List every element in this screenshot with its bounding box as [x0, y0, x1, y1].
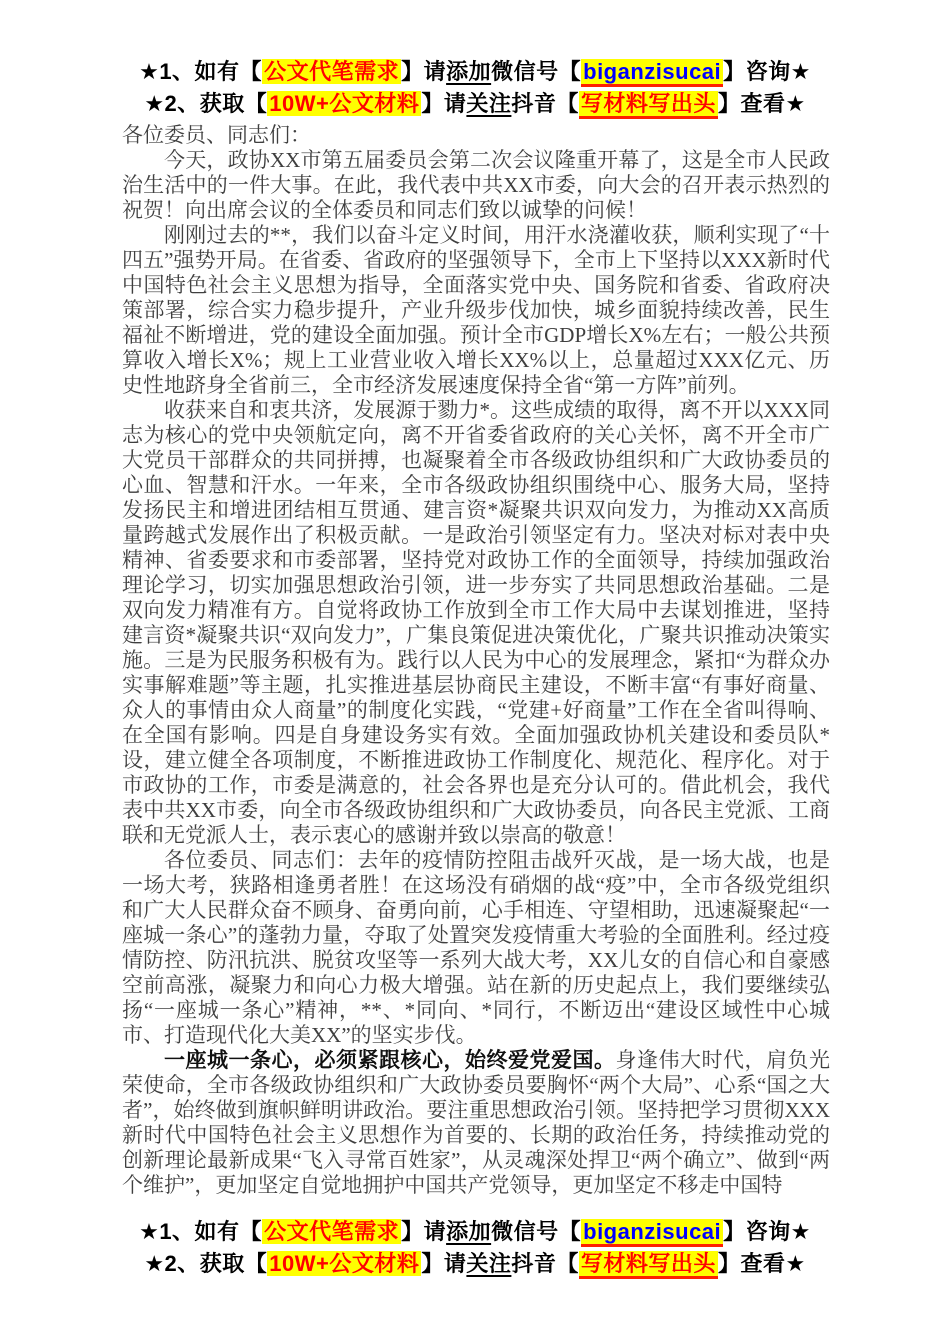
- promo-text: ★2、获取【: [144, 1251, 268, 1276]
- promo-follow-underlined: 关注: [466, 91, 512, 116]
- paragraph-core-bold-lead: 一座城一条心，必须紧跟核心，始终爱党爱国。: [164, 1048, 616, 1072]
- wechat-id-link[interactable]: biganzisucai: [581, 1219, 723, 1247]
- promo-material-highlight: 10W+公文材料: [269, 91, 420, 116]
- promo-text: 】查看★: [717, 91, 806, 116]
- promo-header: [0, 0, 950, 120]
- promo-text: ★2、获取【: [144, 91, 268, 116]
- paragraph-epidemic: 各位委员、同志们：去年的疫情防控阻击战歼灭战，是一场大战，也是一场大考，狭路相逢勇者胜！在这场没有硝烟的战“疫”中，全市各级党组织和广大人民群众奋不顾身、奋勇向前，心手相连、守望相助，迅速凝聚起“一座城一条心”的蓬勃力量，夺取了处置突发疫情重大考验的全面胜利。经过疫情防控、防汛抗洪、脱贫攻坚等一系列大战大考，XX儿女的自信心和自豪感空前高涨，凝聚力和向心力极大增强。站在新的历史起点上，我们要继续弘扬“一座城一条心”精神，**、*同向、*同行，不断迈出“建设区域性中心城市、打造现代化大美XX”的坚实步伐。: [122, 848, 830, 1047]
- promo-text: 】咨询★: [723, 1219, 811, 1244]
- paragraph-opening: 今天，政协XX市第五届委员会第二次会议隆重开幕了，这是全市人民政治生活中的一件大事。在此，我代表中共XX市委，向大会的召开表示热烈的祝贺！向出席会议的全体委员和同志们致以诚挚的问候！: [122, 148, 830, 222]
- promo-header-line-1: [0, 56, 950, 88]
- promo-text: 】咨询★: [723, 59, 811, 84]
- promo-add-underlined: 添加: [446, 1219, 492, 1244]
- douyin-name-highlight: 写材料写出头: [579, 91, 718, 119]
- promo-text: 抖音【: [511, 1251, 579, 1276]
- paragraph-achievements: 收获来自和衷共济，发展源于勠力*。这些成绩的取得，离不开以XXX同志为核心的党中央领航定向，离不开省委省政府的关心关怀，离不开全市广大党员干部群众的共同拼搏，也凝聚着全市各级政协组织和广大政协委员的心血、智慧和汗水。一年来，全市各级政协组织围绕中心、服务大局，坚持发扬民主和增进团结相互贯通、建言资*凝聚共识双向发力，为推动XX高质量跨越式发展作出了积极贡献。一是政治引领坚定有力。坚决对标对表中央精神、省委要求和市委部署，坚持党对政协工作的全面领导，持续加强政治理论学习，切实加强思想政治引领，进一步夯实了共同思想政治基础。二是双向发力精准有方。自觉将政协工作放到全市工作大局中去谋划推进，坚持建言资*凝聚共识“双向发力”，广集良策促进决策优化，广聚共识推动决策实施。三是为民服务积极有为。践行以人民为中心的发展理念，紧扣“为群众办实事解难题”等主题，扎实推进基层协商民主建设，不断丰富“有事好商量、众人的事情由众人商量”的制度化实践，“党建+好商量”工作在全省叫得响、在全国有影响。四是自身建设务实有效。全面加强政协机关建设和委员队*设，建立健全各项制度，不断推进政协工作制度化、规范化、程序化。对于市政协的工作，市委是满意的，社会各界也是充分认可的。借此机会，我代表中共XX市委，向全市各级政协组织和广大政协委员，向各民主党派、工商联和无党派人士，表示衷心的感谢并致以崇高的敬意！: [122, 398, 830, 847]
- document-body: [122, 123, 830, 1198]
- promo-service-highlight: 公文代笔需求: [264, 1219, 400, 1244]
- promo-add-underlined: 添加: [446, 59, 492, 84]
- promo-follow-underlined: 关注: [466, 1251, 512, 1276]
- douyin-name-highlight: 写材料写出头: [579, 1251, 718, 1279]
- promo-material-highlight: 10W+公文材料: [269, 1251, 420, 1276]
- promo-footer: [0, 1216, 950, 1280]
- promo-text: ★1、如有【: [139, 1219, 263, 1244]
- paragraph-review: 刚刚过去的**，我们以奋斗定义时间，用汗水浇灌收获，顺利实现了“十四五”强势开局。在省委、省政府的坚强领导下，全市上下坚持以XXX新时代中国特色社会主义思想为指导，全面落实党中央、国务院和省委、省政府决策部署，综合实力稳步提升，产业升级步伐加快，城乡面貌持续改善，民生福祉不断增进，党的建设全面加强。预计全市GDP增长X%左右；一般公共预算收入增长X%；规上工业营业收入增长XX%以上，总量超过XXX亿元、历史性地跻身全省前三，全市经济发展速度保持全省“第一方阵”前列。: [122, 223, 830, 397]
- promo-footer-line-2: [0, 1248, 950, 1280]
- paragraph-core: [122, 1048, 830, 1198]
- promo-header-line-2: [0, 88, 950, 120]
- promo-text: 微信号【: [491, 1219, 582, 1244]
- wechat-id-link[interactable]: biganzisucai: [581, 59, 723, 87]
- promo-text: 】请: [401, 1219, 447, 1244]
- promo-text: 】查看★: [717, 1251, 806, 1276]
- paragraph-core-rest: 身逢伟大时代，肩负光荣使命，全市各级政协组织和广大政协委员要胸怀“两个大局”、心系“国之大者”，始终做到旗帜鲜明讲政治。要注重思想政治引领。坚持把学习贯彻XXX新时代中国特色社会主义思想作为首要的、长期的政治任务，持续推动党的创新理论最新成果“飞入寻常百姓家”，从灵魂深处捍卫“两个确立”、做到“两个维护”，更加坚定自觉地拥护中国共产党领导，更加坚定不移走中国特: [122, 1048, 830, 1197]
- salutation: 各位委员、同志们：: [122, 123, 311, 147]
- promo-text: 】请: [421, 1251, 467, 1276]
- promo-text: 微信号【: [491, 59, 582, 84]
- promo-service-highlight: 公文代笔需求: [264, 59, 400, 84]
- promo-text: 】请: [421, 91, 467, 116]
- promo-text: 抖音【: [511, 91, 579, 116]
- promo-text: ★1、如有【: [139, 59, 263, 84]
- promo-text: 】请: [401, 59, 447, 84]
- promo-footer-line-1: [0, 1216, 950, 1248]
